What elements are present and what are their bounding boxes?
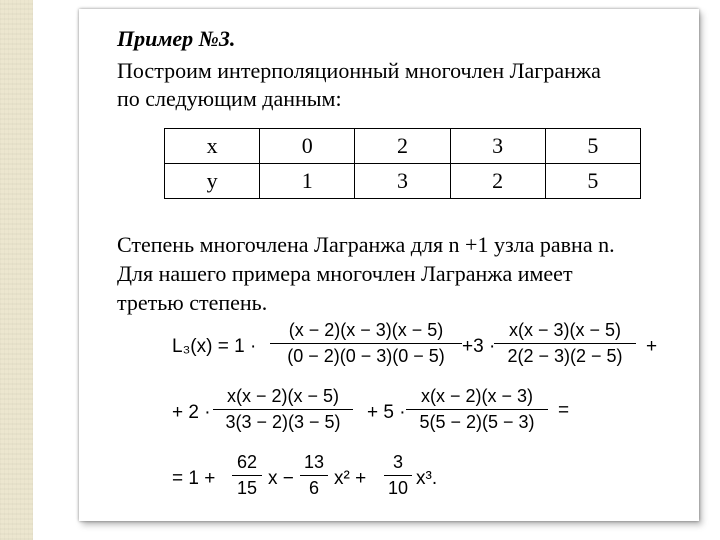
text-line-2: Для нашего примера многочлен Лагранжа имеет <box>117 261 573 286</box>
coefficient-4: + 5 · <box>367 402 406 423</box>
coefficient-3: + 2 · <box>172 402 211 423</box>
fraction-denominator: 3(3 − 2)(3 − 5) <box>225 412 341 432</box>
result-start: = 1 + <box>172 468 216 489</box>
fraction-numerator: x(x − 2)(x − 5) <box>213 386 353 410</box>
table-cell: 1 <box>260 164 355 199</box>
table-cell: 5 <box>545 129 640 164</box>
fraction-term-2 <box>494 320 636 367</box>
fraction-term-3 <box>213 386 353 433</box>
x-squared-term: x² + <box>334 468 367 489</box>
fraction-term-1 <box>270 320 462 367</box>
fraction-denominator: 10 <box>387 478 409 498</box>
fraction-denominator: 6 <box>308 478 319 498</box>
row-label-y: y <box>165 164 260 199</box>
table-cell: 5 <box>545 164 640 199</box>
intro-line-1: Построим интерполяционный многочлен Лагранжа <box>117 58 601 83</box>
fraction-denominator: 2(2 − 3)(2 − 5) <box>507 346 623 366</box>
fraction-numerator: 3 <box>384 452 412 476</box>
fraction-numerator: x(x − 2)(x − 3) <box>406 386 548 410</box>
table-row-y <box>165 164 641 199</box>
table-cell: 3 <box>355 164 450 199</box>
fraction-term-4 <box>406 386 548 433</box>
coefficient-2: +3 · <box>462 336 496 357</box>
formula-lhs: L₃(x) = 1 · <box>172 336 257 357</box>
fraction-numerator: x(x − 3)(x − 5) <box>494 320 636 344</box>
decorative-sidebar <box>0 0 33 540</box>
data-table <box>164 128 641 199</box>
row-label-x: x <box>165 129 260 164</box>
fraction-numerator: (x − 2)(x − 3)(x − 5) <box>270 320 462 344</box>
table-row-x <box>165 129 641 164</box>
table-cell: 0 <box>260 129 355 164</box>
fraction-denominator: 15 <box>236 478 258 498</box>
x-term: x − <box>268 468 294 489</box>
table-cell: 3 <box>450 129 545 164</box>
fraction-numerator: 13 <box>300 452 328 476</box>
fraction-3-10 <box>384 452 412 499</box>
table-cell: 2 <box>355 129 450 164</box>
fraction-denominator: (0 − 2)(0 − 3)(0 − 5) <box>287 346 445 366</box>
text-line-3: третью степень. <box>117 290 268 315</box>
example-title: Пример №3. <box>117 26 236 51</box>
equals-sign: = <box>558 400 570 421</box>
fraction-13-6 <box>300 452 328 499</box>
x-cubed-term: x³. <box>416 468 438 489</box>
fraction-numerator: 62 <box>232 452 262 476</box>
plus-sign: + <box>646 336 658 357</box>
text-line-1: Степень многочлена Лагранжа для n +1 узла равна n. <box>117 232 615 257</box>
table-cell: 2 <box>450 164 545 199</box>
fraction-62-15 <box>232 452 262 499</box>
intro-line-2: по следующим данным: <box>117 86 342 111</box>
fraction-denominator: 5(5 − 2)(5 − 3) <box>419 412 535 432</box>
